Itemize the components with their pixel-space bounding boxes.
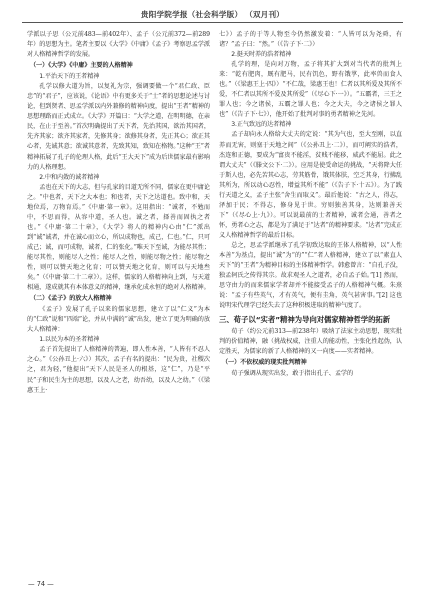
subsection-heading: （一）《大学》《中庸》主要的人格精神	[30, 62, 133, 70]
right-column	[219, 30, 402, 380]
numbered-heading: 1.以民为本的圣者精神	[39, 336, 100, 344]
paragraph: 荀子强调从现实出发，敢于指出孔子、孟学的	[231, 370, 354, 378]
page-header	[0, 0, 425, 30]
paragraph: 孔学以修大道为旨，以复礼为宗，强调要做一个“君仁政、臣忠”的“君子”，应该说，《论语》中有更多关于“士”者的思想论述与讨论，但到贤者、思孟学派以内外兼修的精神向度，提出“王者”精神的思想理路而正式成立。《大学》开篇曰：“大学之道，在明明德，在亲民，在止于至善。”首次明确提出了天下者，先治其国，欲治其国者，先齐其家；欲齐其家者，先修其身；欲修其身者，先正其心；欲正其心者，先诚其意；欲诚其意者，先致其知，致知在格物。”这种“王”者精神拓展了孔子的伦理人格，此后“王大天下”成为后世儒家最有影响力的人格理想。	[27, 83, 210, 171]
journal-title: 贵阳学院学报（社会科学版） （双月刊）	[140, 10, 285, 19]
subsection-heading: （一）不依权威的现实批判精神	[222, 359, 307, 367]
header-divider	[22, 22, 403, 23]
paragraph: 《孟子》发展了孔子以来的儒家思想，建立了以“仁义”为本的“仁政”说和“四端”论，并从中满的“诚”出发，建立了更为明确的放大人格精神：	[27, 306, 210, 334]
numbered-heading: 2.中和内敛的诚者精神	[39, 173, 100, 181]
page-number: — 74 —	[28, 580, 54, 588]
paragraph: 七》）孟子的于等人物至今仍然激发着：“人皆可以为尧舜，有诸？”孟子曰：“然。”（《告子下·二》）	[219, 31, 402, 49]
numbered-heading: 1.平治天下的王者精神	[39, 73, 100, 81]
left-column	[27, 30, 210, 396]
paragraph: 孟子首先提出了人格精神的普遍，即人性本善，“人皆有不忍人之心。”《公孙丑上·六》）其次，孟子有名的提出：“民为贵，社稷次之，君为轻，”他提出“天下人民是圣人的根基，这“仁”，乃是“平民”子和民生为主的思想，以及人之老，幼吾幼，以及人之幼。”（《梁惠王上·	[27, 346, 210, 394]
paragraph: 总之，思孟学派继承了孔学初致达取的王体人格精神，以“人性本善”为基点，提出“诚”为“的”“仁”者人格精神，建立了以“素直人天下”的“王者”为精神目标的主体精神哲学。韩愈曾言：“自孔子没，独孟轲氏之传得其宗。故求观圣人之道者，必自孟子始。”[1] 然而，思守由力的而来儒家学者却并不能接受孟子的人格精神气概。朱熹说：“孟子有些英气，才有英气，便有圭角，英气甚害事。”[2] 这也说明宋代理学已经失去了这种积极进取的精神气度了。	[219, 241, 402, 310]
section-heading: 三、荀子以“实者”精神为导向对儒家精神哲学的拓新	[219, 315, 391, 325]
paragraph: 孔学的理，是向对万物，孟子将其扩大到对当代者的批判上来：“乾有肥肉，厩有肥马，民有饥色，野有饿莩，此率兽而食人也。”（《梁惠王上·四》）“不仁哉，梁惠王也！仁者以其所爱及其所不爱，不仁者以其所不爱及其所爱”（《尽心下·一》）。“五霸者，三王之罪人也；今之诸侯，五霸之罪人也；今之大夫，今之诸侯之罪人也”（《告子下·七》），他开始了批判对事的勇者精神之先河。	[219, 61, 402, 119]
numbered-heading: 3.正气致远的达者精神	[231, 121, 292, 129]
paragraph: 学派以子思（公元前483—前402年）、孟子（公元前372—前289年）的思想为主。笔者主要以《大学》《中庸》《孟子》考察思孟学派对人格精神哲学的发展。	[27, 31, 210, 59]
numbered-heading: 2.挺天时养的浩者精神	[231, 51, 292, 59]
paragraph: 孟子却向永人格给大丈夫的定说：“其为气也，至大至刚，以直养而无害，则塞于天地之间”（《公孙丑上·二》），而可阐实的浩者，杰连和正德，要成为“富贵不能淫，贫贱不能移，威武不能屈。此之谓大丈夫”（《滕文公下·二》）。应用是使受命运的挑战，“天将降大任于斯人也，必先苦其心志，劳其筋骨，饿其体肤，空乏其身，行拂乱其所为，所以动心忍性，增益其所不能”（《告子下·十五》）。为了践行天道之义，孟子主张“舍生而取义”。最后他说：“古之人，得志，泽加于民；不得志，修身见于世。穷则独善其身，达则兼善天下”（《尽心上·九》）。可以说最前的士者精神，诚者会通，善者之怀，勇者心之志，都是为了满足于“达者”的精神要求。“达者”完成正义人格精神哲学的最后目标。	[219, 131, 402, 239]
paragraph: 荀子（约公元前313—前238年）吸纳了法家主动思想，现实批判的价值精神，融（挑战权威，注重人的能动性，主张化性起伪，认定胜天，为儒家的新了人格精神的又一向度——实者精神。	[219, 328, 402, 356]
paragraph: 孟也在天下的大志，但与孔家的目道无所不同，儒家在更中庸论之。“中也者，天下之大本也；和也者，天下之达道也。致中和，天地位焉，万物育焉。”《中庸·第一章》。这用指出：“诚者，不勉而中，不思而得，从容中道，圣人也。诚之者，择善而固执之者也。”《中庸·第二十章》，《大学》将人的精神内心由“仁”派出到“诚”诚者，并在诚心而立心，所以成物也，成己，仁也。”仁，只可成己；诚，而可成物，诚者，仁的张化。”唯天下至诚，为能尽其性；能尽其性，则能尽人之性；能尽人之性，则能尽物之性；能尽物之性，则可以赞天地之化育；可以赞天地之化育，则可以与天地叁矣。”（《中庸·第二十二章》）。这样，儒家的人格精神向上到，与天道相通，遂成就其有本体意义的精神，继承化成永恒的绝对人格精神。	[27, 183, 210, 292]
subsection-heading: （二）《孟子》的放大人格精神	[30, 295, 112, 303]
